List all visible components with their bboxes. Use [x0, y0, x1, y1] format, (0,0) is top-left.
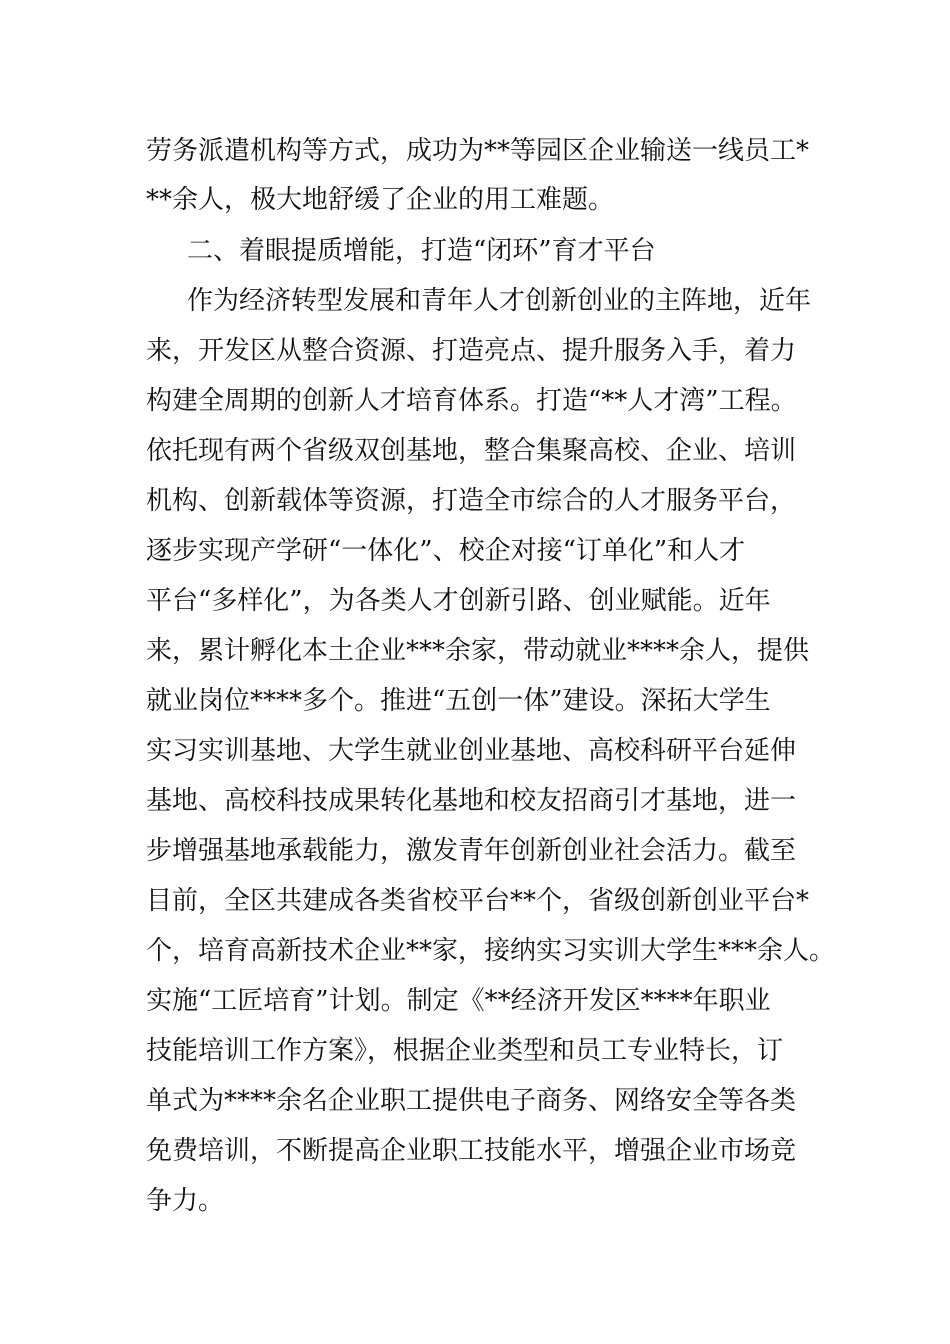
- text-line: 机构、创新载体等资源，打造全市综合的人才服务平台，: [146, 486, 797, 516]
- text-line: 争力。: [146, 1186, 225, 1216]
- paragraph-first-line: 作为经济转型发展和青年人才创新创业的主阵地，近年: [187, 286, 812, 316]
- text-line: 构建全周期的创新人才培育体系。打造“**人才湾”工程。: [146, 386, 797, 416]
- text-line: 单式为****余名企业职工提供电子商务、网络安全等各类: [146, 1086, 797, 1116]
- text-line: 逐步实现产学研“一体化”、校企对接“订单化”和人才: [146, 536, 746, 566]
- text-line: 实施“工匠培育”计划。制定《**经济开发区****年职业: [146, 986, 771, 1016]
- text-line: 平台“多样化”，为各类人才创新引路、创业赋能。近年: [146, 586, 771, 616]
- text-line: **余人，极大地舒缓了企业的用工难题。: [146, 185, 615, 215]
- text-line: 来，开发区从整合资源、打造亮点、提升服务入手，着力: [146, 336, 797, 366]
- text-line: 目前，全区共建成各类省校平台**个，省级创新创业平台*: [146, 886, 810, 916]
- text-line: 依托现有两个省级双创基地，整合集聚高校、企业、培训: [146, 436, 797, 466]
- text-line: 劳务派遣机构等方式，成功为**等园区企业输送一线员工*: [146, 136, 810, 166]
- text-line: 个，培育高新技术企业**家，接纳实习实训大学生***余人。: [146, 936, 836, 966]
- text-line: 来，累计孵化本土企业***余家，带动就业****余人，提供: [146, 636, 810, 666]
- text-line: 技能培训工作方案》，根据企业类型和员工专业特长，订: [146, 1036, 784, 1066]
- text-line: 就业岗位****多个。推进“五创一体”建设。深拓大学生: [146, 686, 771, 716]
- text-line: 步增强基地承载能力，激发青年创新创业社会活力。截至: [146, 836, 797, 866]
- text-line: 免费培训，不断提高企业职工技能水平，增强企业市场竞: [146, 1136, 797, 1166]
- section-heading: 二、着眼提质增能，打造“闭环”育才平台: [187, 236, 656, 266]
- text-line: 基地、高校科技成果转化基地和校友招商引才基地，进一: [146, 786, 797, 816]
- text-line: 实习实训基地、大学生就业创业基地、高校科研平台延伸: [146, 736, 797, 766]
